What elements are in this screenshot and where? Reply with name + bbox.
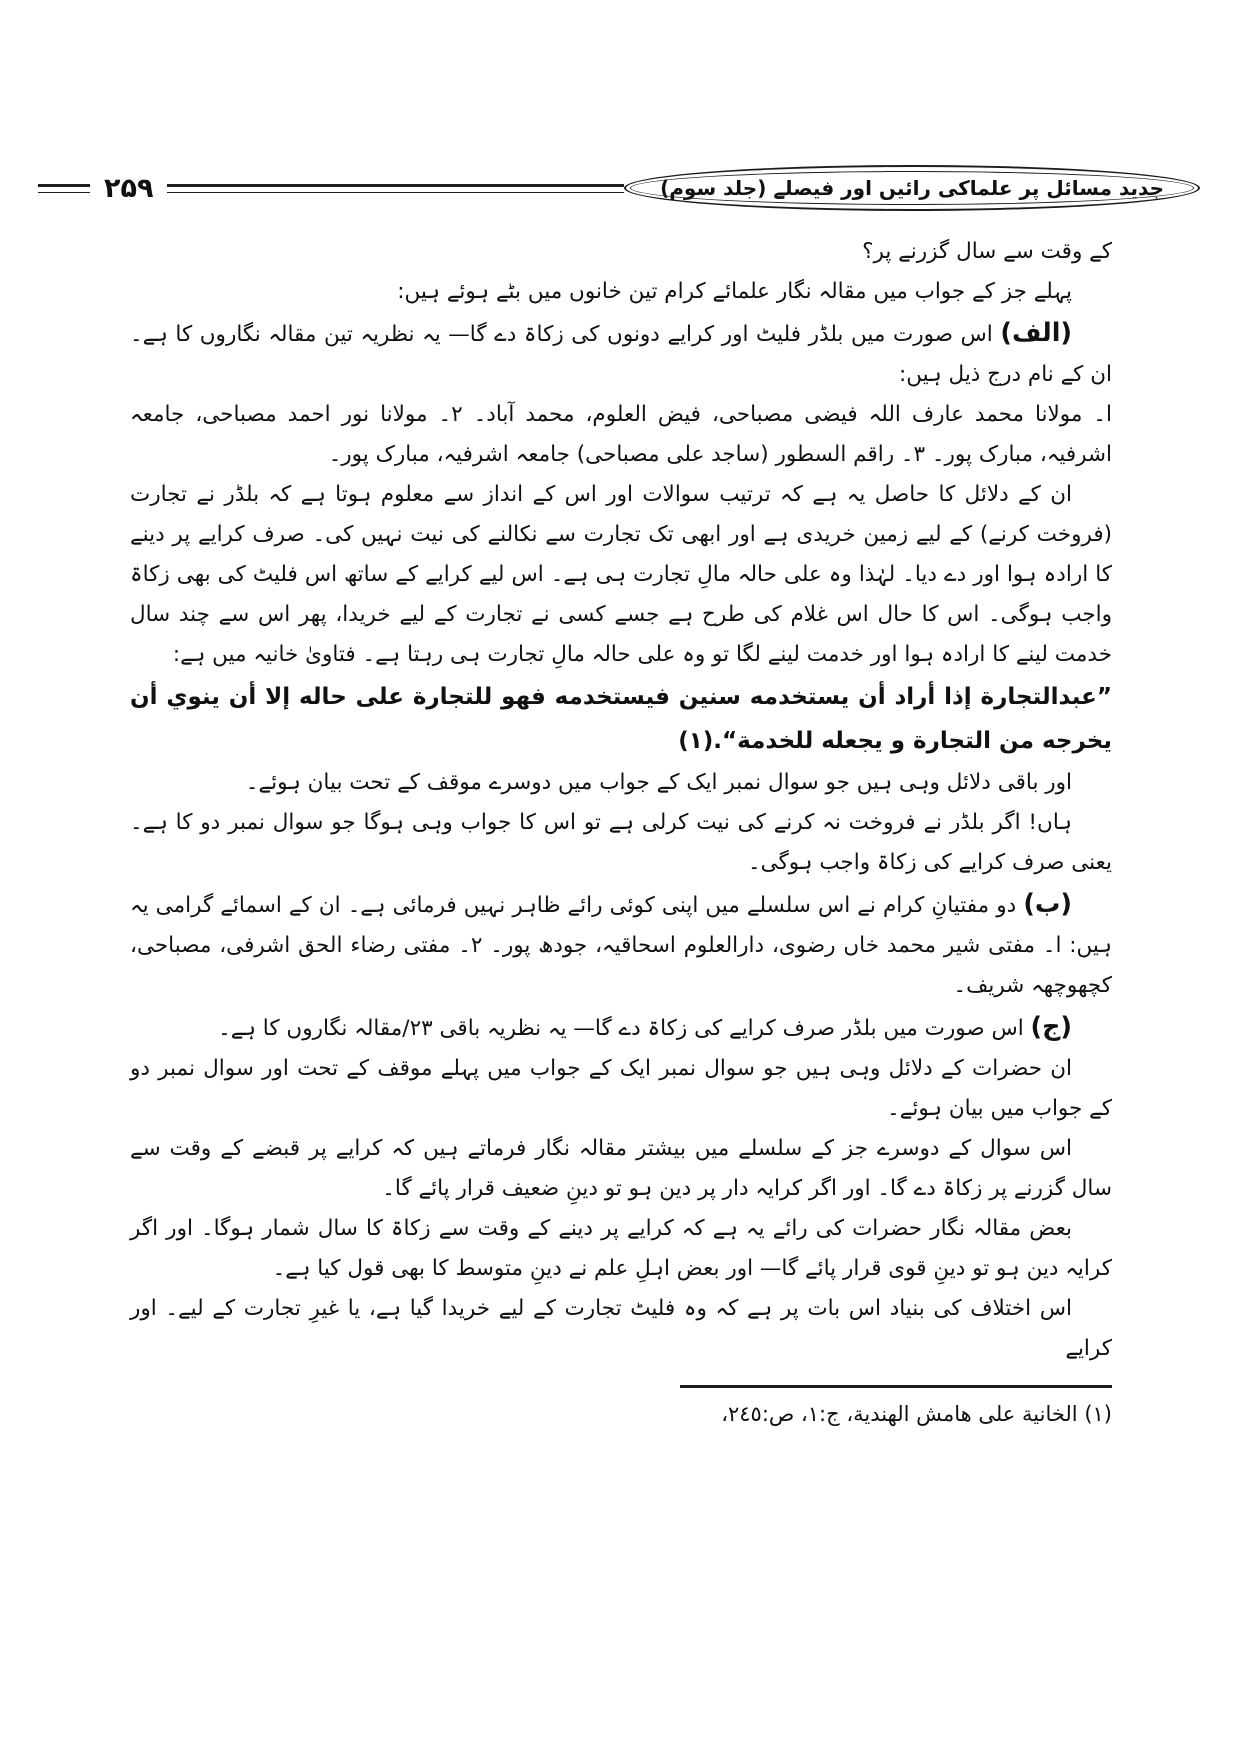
paragraph: اور باقی دلائل وہی ہیں جو سوال نمبر ایک کے جواب میں دوسرے موقف کے تحت بیان ہوئے۔ <box>245 770 1072 795</box>
header-rule-left <box>38 184 90 193</box>
body-text <box>130 232 1112 1432</box>
paragraph: ہاں! اگر بلڈر نے فروخت نہ کرنے کی نیت کرلی ہے تو اس کا جواب وہی ہوگا جو سوال نمبر دو کا ہے۔ یعنی صرف کرایے کی زکاۃ واجب ہوگی۔ <box>130 810 1112 875</box>
paragraph: ا۔ مولانا محمد عارف اللہ فیضی مصباحی، فیض العلوم، محمد آباد۔ ۲۔ مولانا نور احمد مصباحی، جامعہ اشرفیہ، مبارک پور۔ ۳۔ راقم السطور (ساجد علی مصباحی) جامعہ اشرفیہ، مبارک پور۔ <box>130 402 1112 467</box>
paragraph-text: اس صورت میں بلڈر فلیٹ اور کرایے دونوں کی زکاۃ دے گا— یہ نظریہ تین مقالہ نگاروں کا ہے۔ ان کے نام درج ذیل ہیں: <box>130 322 1112 387</box>
paragraph-label: (ج) <box>1030 1011 1072 1041</box>
paragraph <box>130 312 1112 395</box>
paragraph: اس اختلاف کی بنیاد اس بات پر ہے کہ وہ فلیٹ تجارت کے لیے خریدا گیا ہے، یا غیرِ تجارت کے لیے۔ اور کرایے <box>130 1296 1112 1361</box>
header-title-cartouche <box>624 165 1200 211</box>
paragraph-text: اس صورت میں بلڈر صرف کرایے کی زکاۃ دے گا— یہ نظریہ باقی ۲۳/مقالہ نگاروں کا ہے۔ <box>218 1016 1024 1041</box>
paragraph: کے وقت سے سال گزرنے پر؟ <box>862 239 1112 264</box>
paragraph-text: دو مفتیانِ کرام نے اس سلسلے میں اپنی کوئی رائے ظاہر نہیں فرمائی ہے۔ ان کے اسمائے گرامی یہ ہیں: ا۔ مفتی شیر محمد خاں رضوی، دارالعلوم اسحاقیہ، جودھ پور۔ ۲۔ مفتی رضاء الحق اشرفی، مصباحی، کچھوچھہ شریف۔ <box>130 893 1113 998</box>
footnote-text: (۱) الخانية على هامش الهندية، ج:۱، ص:۲٤٥، <box>721 1402 1112 1426</box>
header-rule-main <box>167 184 624 193</box>
paragraph <box>130 1006 1112 1049</box>
paragraph: بعض مقالہ نگار حضرات کی رائے یہ ہے کہ کرایے پر دینے کے وقت سے زکاۃ کا سال شمار ہوگا۔ اور اگر کرایہ دین ہو تو دینِ قوی قرار پائے گا— اور بعض اہلِ علم نے دینِ متوسط کا بھی قول کیا ہے۔ <box>130 1216 1112 1281</box>
header-title: جدید مسائل پر علماکی رائیں اور فیصلے (جلد سوم) <box>660 176 1164 200</box>
paragraph: پہلے جز کے جواب میں مقالہ نگار علمائے کرام تین خانوں میں بٹے ہوئے ہیں: <box>397 279 1072 304</box>
page-number: ۲۵۹ <box>104 172 154 204</box>
footnote-divider <box>680 1385 1112 1388</box>
paragraph <box>130 883 1112 1006</box>
paragraph-label: (الف) <box>1000 317 1072 347</box>
paragraph: ان کے دلائل کا حاصل یہ ہے کہ ترتیب سوالات اور اس کے انداز سے معلوم ہوتا ہے کہ بلڈر نے تجارت (فروخت کرنے) کے لیے زمین خریدی ہے اور ابھی تک تجارت سے نکالنے کی نیت نہیں کی۔ صرف کرایے پر دینے کا ارادہ ہوا اور دے دیا۔ لہٰذا وہ علی حالہ مالِ تجارت ہی ہے۔ اس لیے کرایے کے ساتھ اس فلیٹ کی بھی زکاۃ واجب ہوگی۔ اس کا حال اس غلام کی طرح ہے جسے کسی نے تجارت کے لیے خریدا، پھر اس سے چند سال خدمت لینے کا ارادہ ہوا اور خدمت لینے لگا تو وہ علی حالہ مالِ تجارت ہی رہتا ہے۔ فتاویٰ خانیہ میں ہے: <box>130 482 1112 667</box>
arabic-quotation: ”عبدالتجارة إذا أراد أن يستخدمه سنين فيستخدمه فهو للتجارة على حاله إلا أن ينوي أن يخرجه من التجارة و يجعله للخدمة“.(۱) <box>130 684 1112 754</box>
page-header <box>38 160 1200 216</box>
paragraph-label: (ب) <box>1023 888 1072 918</box>
paragraph: ان حضرات کے دلائل وہی ہیں جو سوال نمبر ایک کے جواب میں پہلے موقف کے تحت اور سوال نمبر دو کے جواب میں بیان ہوئے۔ <box>130 1056 1112 1121</box>
paragraph: اس سوال کے دوسرے جز کے سلسلے میں بیشتر مقالہ نگار فرماتے ہیں کہ کرایے پر قبضے کے وقت سے سال گزرنے پر زکاۃ دے گا۔ اور اگر کرایہ دار پر دین ہو تو دینِ ضعیف قرار پائے گا۔ <box>130 1136 1112 1201</box>
